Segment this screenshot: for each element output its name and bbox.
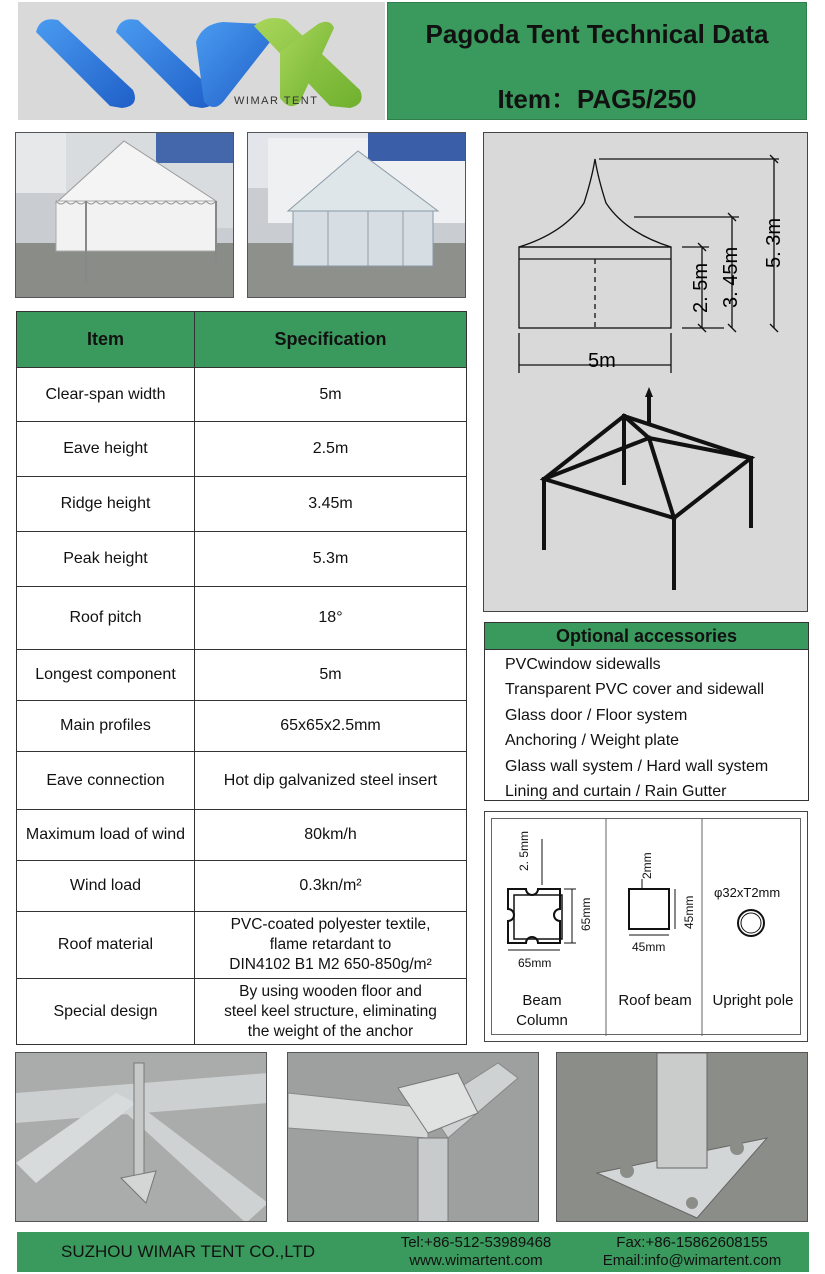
header-banner (387, 2, 807, 120)
table-row (17, 422, 467, 477)
roof-beam-label: Roof beam (618, 992, 692, 1009)
row-item: Main profiles (17, 701, 195, 752)
beam-label (502, 991, 582, 1031)
table-row (17, 912, 467, 979)
table-row (17, 477, 467, 532)
row-item: Special design (17, 979, 195, 1045)
spec-line: steel keel structure, eliminating (224, 1002, 437, 1020)
item-code: Item：PAG5/250 (497, 84, 697, 114)
row-spec: Hot dip galvanized steel insert (195, 752, 467, 810)
list-item: PVCwindow sidewalls (505, 656, 661, 673)
list-item: Anchoring / Weight plate (505, 732, 680, 750)
accessories-title: Optional accessories (485, 623, 808, 650)
row-spec: 80km/h (195, 810, 467, 861)
spec-line: DIN4102 B1 M2 650-850g/m² (229, 956, 432, 973)
row-spec: 5m (195, 650, 467, 701)
table-row (17, 752, 467, 810)
tent-elevation-and-frame-diagram (484, 133, 806, 610)
row-item: Maximum load of wind (17, 810, 195, 861)
company-name: SUZHOU WIMAR TENT CO.,LTD (61, 1242, 316, 1261)
row-spec: 2.5m (195, 422, 467, 477)
table-row (17, 861, 467, 912)
spec-line: flame retardant to (269, 936, 392, 953)
dim-eave-label: 2. 5m (690, 262, 712, 313)
dim-peak-label: 5. 3m (763, 217, 785, 268)
row-item: Peak height (17, 532, 195, 587)
spec-line: By using wooden floor and (239, 982, 422, 1000)
dim-width-label: 5m (588, 350, 616, 372)
optional-accessories (484, 622, 809, 801)
col-header-item: Item (17, 312, 195, 368)
upright-pole-label: Upright pole (712, 992, 794, 1009)
row-spec: 5.3m (195, 532, 467, 587)
email-link[interactable]: Email:info@wimartent.com (602, 1252, 782, 1269)
roof-width-label: 45mm (632, 940, 666, 954)
beam-width-label: 65mm (518, 956, 552, 970)
row-item: Ridge height (17, 477, 195, 532)
profile-frame (491, 818, 801, 1035)
row-spec: 0.3kn/m² (195, 861, 467, 912)
website-link[interactable]: www.wimartent.com (409, 1252, 543, 1269)
row-spec: 5m (195, 368, 467, 422)
logo (18, 2, 385, 120)
col-header-spec: Specification (195, 312, 467, 368)
row-spec (195, 912, 467, 979)
table-row (17, 701, 467, 752)
row-item: Roof material (17, 912, 195, 979)
beam-thickness-label: 2. 5mm (517, 830, 531, 871)
table-row (17, 532, 467, 587)
logo-text: WIMAR TENT (234, 95, 319, 107)
photo-white-pagoda-tent (15, 132, 234, 298)
row-spec: 3.45m (195, 477, 467, 532)
pole-dim-label: φ32xT2mm (714, 885, 781, 900)
page-title: Pagoda Tent Technical Data (425, 19, 769, 49)
table-row (17, 368, 467, 422)
row-spec: 18° (195, 587, 467, 650)
tent-drawing (483, 132, 808, 612)
photo-corner-connector (287, 1052, 539, 1222)
table-row (17, 810, 467, 861)
dim-ridge-label: 3. 45m (720, 246, 742, 308)
spec-line: the weight of the anchor (247, 1022, 414, 1040)
footer-contact-left (381, 1234, 571, 1270)
roof-thickness-label: 2mm (640, 852, 654, 879)
table-row (17, 979, 467, 1045)
footer-contact-right (587, 1234, 797, 1270)
photo-anchor-stake (15, 1052, 267, 1222)
row-spec: 65x65x2.5mm (195, 701, 467, 752)
list-item: Glass wall system / Hard wall system (505, 757, 769, 775)
phone-text: Tel:+86-512-53989468 (400, 1234, 552, 1251)
spec-line: PVC-coated polyester textile, (230, 916, 431, 933)
list-item: Glass door / Floor system (505, 706, 688, 724)
row-item: Wind load (17, 861, 195, 912)
profile-sections (484, 811, 808, 1042)
list-item: Transparent PVC cover and sidewall (505, 681, 765, 699)
beam-label-line: Beam (522, 992, 562, 1009)
photo-base-plate (556, 1052, 808, 1222)
row-item: Eave connection (17, 752, 195, 810)
row-item: Eave height (17, 422, 195, 477)
fax-text: Fax:+86-15862608155 (616, 1234, 768, 1251)
list-item: Lining and curtain / Rain Gutter (505, 783, 727, 801)
photo-clear-pagoda-tent (247, 132, 466, 298)
row-item: Clear-span width (17, 368, 195, 422)
beam-label-line: Column (516, 1012, 568, 1029)
accessories-list (485, 650, 808, 804)
row-item: Roof pitch (17, 587, 195, 650)
row-spec (195, 979, 467, 1045)
table-row (17, 587, 467, 650)
roof-height-label: 45mm (682, 895, 696, 929)
row-item: Longest component (17, 650, 195, 701)
beam-height-label: 65mm (579, 897, 593, 931)
table-row (17, 650, 467, 701)
wimar-logo-icon (18, 2, 385, 120)
footer (17, 1232, 809, 1272)
spec-table (16, 311, 467, 1045)
